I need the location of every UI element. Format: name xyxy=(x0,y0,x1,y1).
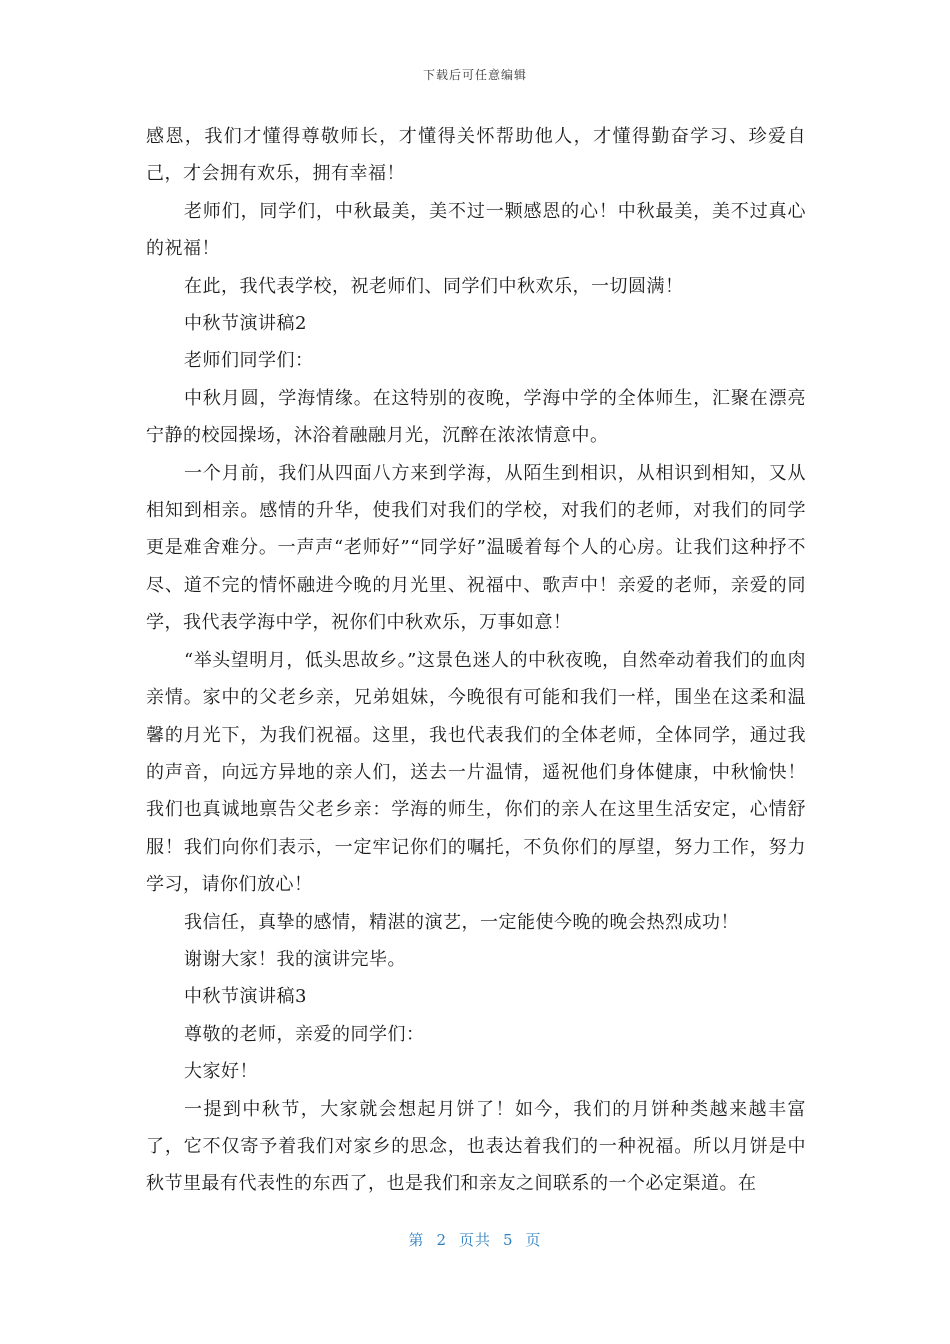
footer-mid: 页共 xyxy=(458,1231,491,1249)
footer-prefix: 第 xyxy=(408,1231,425,1249)
greeting: 大家好！ xyxy=(184,1061,258,1083)
page-footer xyxy=(0,1229,950,1250)
paragraph: “举头望明月，低头思故乡。”这景色迷人的中秋夜晚，自然牵动着我们的血肉亲情。家中的父老乡亲，兄弟姐妹，今晚很有可能和我们一样，围坐在这柔和温馨的月光下，为我们祝福。这里，我也代表我们的全体老师，全体同学，通过我的声音，向远方异地的亲人们，送去一片温情，遥祝他们身体健康，中秋愉快！我们也真诚地禀告父老乡亲：学海的师生，你们的亲人在这里生活安定，心情舒服！我们向你们表示，一定牢记你们的嘱托，不负你们的厚望，努力工作，努力学习，请你们放心！ xyxy=(146,649,806,896)
paragraph: 老师们，同学们，中秋最美，美不过一颗感恩的心！中秋最美，美不过真心的祝福！ xyxy=(146,200,806,260)
salutation: 尊敬的老师，亲爱的同学们： xyxy=(184,1023,425,1045)
footer-total-pages: 5 xyxy=(503,1231,514,1249)
section-title: 中秋节演讲稿3 xyxy=(184,986,307,1008)
paragraph: 中秋月圆，学海情缘。在这特别的夜晚，学海中学的全体师生，汇聚在漂亮宁静的校园操场，沐浴着融融月光，沉醉在浓浓情意中。 xyxy=(146,387,806,447)
paragraph: 一提到中秋节，大家就会想起月饼了！如今，我们的月饼种类越来越丰富了，它不仅寄予着我们对家乡的思念，也表达着我们的一种祝福。所以月饼是中秋节里最有代表性的东西了，也是我们和亲友之间联系的一个必定渠道。在 xyxy=(146,1098,806,1195)
paragraph: 在此，我代表学校，祝老师们、同学们中秋欢乐，一切圆满！ xyxy=(184,275,684,297)
paragraph: 谢谢大家！我的演讲完毕。 xyxy=(184,948,406,970)
paragraph: 一个月前，我们从四面八方来到学海，从陌生到相识，从相识到相知，又从相知到相亲。感情的升华，使我们对我们的学校，对我们的老师，对我们的同学更是难舍难分。一声声“老师好”“同学好”温暖着每个人的心房。让我们这种抒不尽、道不完的情怀融进今晚的月光里、祝福中、歌声中！亲爱的老师，亲爱的同学，我代表学海中学，祝你们中秋欢乐，万事如意！ xyxy=(146,462,806,634)
salutation: 老师们同学们： xyxy=(184,350,314,372)
paragraph: 我信任，真挚的感情，精湛的演艺，一定能使今晚的晚会热烈成功！ xyxy=(184,911,739,933)
footer-suffix: 页 xyxy=(525,1231,542,1249)
footer-page-number: 2 xyxy=(436,1231,447,1249)
section-title: 中秋节演讲稿2 xyxy=(184,313,307,335)
document-body xyxy=(146,118,806,1203)
header-note: 下载后可任意编辑 xyxy=(422,68,527,82)
paragraph: 感恩，我们才懂得尊敬师长，才懂得关怀帮助他人，才懂得勤奋学习、珍爱自己，才会拥有欢乐，拥有幸福！ xyxy=(146,126,806,185)
